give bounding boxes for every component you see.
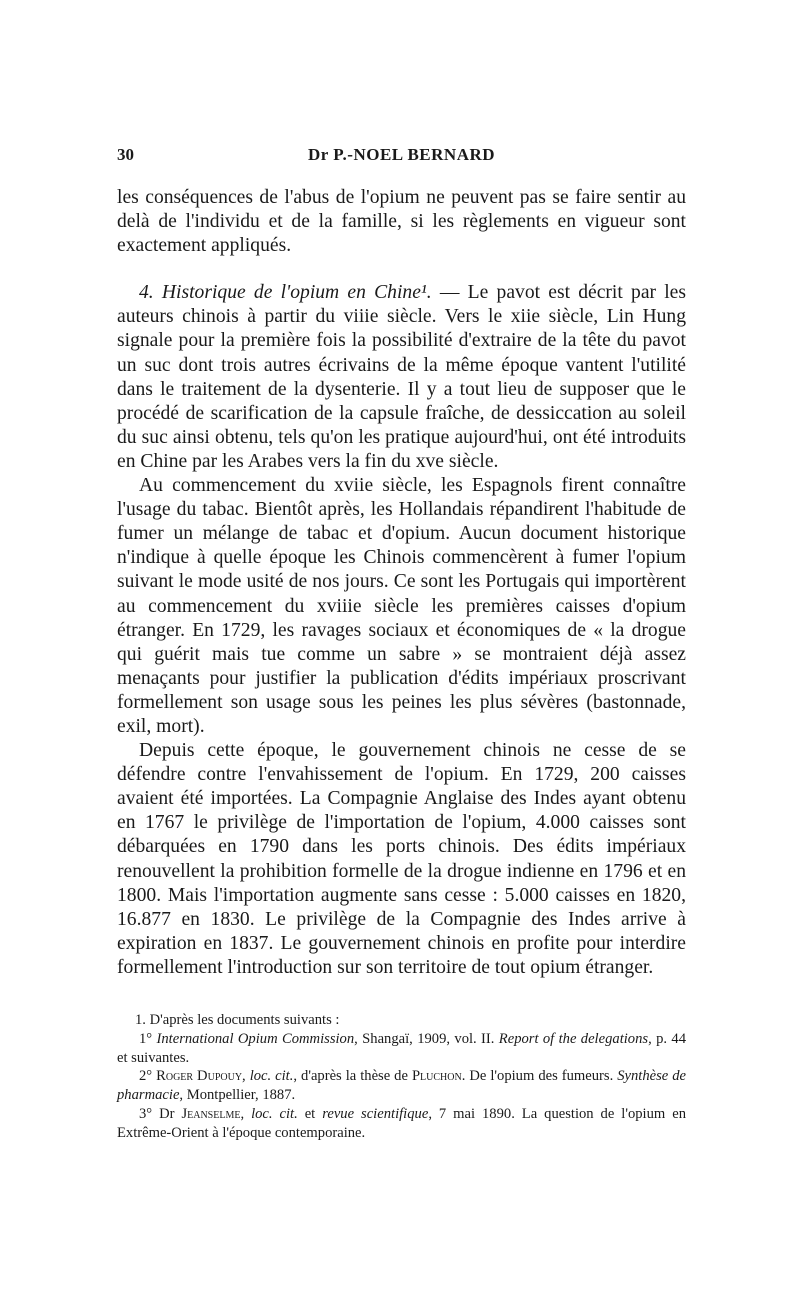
footnote-1-details: , Shangaï, 1909, vol. II. <box>354 1030 499 1047</box>
footnote-3-author: Jeanselme <box>181 1105 241 1122</box>
footnote-1 <box>117 1030 686 1068</box>
footnote-2 <box>117 1067 686 1105</box>
page-number: 30 <box>117 145 134 164</box>
footnote-2-author: Roger Dupouy <box>156 1068 243 1085</box>
footnotes <box>117 1011 686 1143</box>
footnote-3-details: , 7 mai 1890. La question de l'opium en Extrême-Orient à l'époque contemporaine. <box>117 1105 686 1141</box>
footnote-3-loc-cit: loc. cit. <box>251 1105 298 1122</box>
footnote-2-place-year: , Montpellier, 1887. <box>179 1087 296 1104</box>
footnote-2-separator: , <box>242 1068 250 1085</box>
section-heading: 4. Historique de l'opium en Chine¹. <box>139 282 432 304</box>
footnote-2-author-2: Pluchon <box>411 1068 462 1085</box>
footnote-1-number: 1° <box>139 1030 157 1047</box>
paragraph-4: Depuis cette époque, le gouvernement chinois ne cesse de se défendre contre l'envahissement de l'opium. En 1729, 200 caisses avaient été importées. La Compagnie Anglaise des Indes ayant obtenu en 1767 le privilège de l'importation de l'opium, 4.000 caisses sont débarquées en 1790 dans les ports chinois. Des édits impériaux renouvellent la prohibition formelle de la drogue indienne en 1796 et en 1800. Mais l'importation augmente sans cesse : 5.000 caisses en 1820, 16.877 en 1830. Le privilège de la Compagnie des Indes arrive à expiration en 1837. Le gouvernement chinois en profite pour interdire formellement l'introduction sur son territoire de tout opium étranger. <box>117 740 686 978</box>
footnote-1-report: Report of the delegations <box>498 1030 649 1047</box>
page-header <box>117 145 686 169</box>
paragraph-2-text: — Le pavot est décrit par les auteurs chinois à partir du viiie siècle. Vers le xiie siècle, Lin Hung signale pour la première fois la possibilité d'extraire de la tête du pavot un suc dont trois autres écrivains de la même époque vantent l'utilité dans le traitement de la dysenterie. Il y a tout lieu de supposer que le procédé de scarification de la capsule fraîche, de dessiccation au soleil du suc ainsi obtenu, tels qu'on les pratique aujourd'hui, ont été introduits en Chine par les Arabes vers la fin du xve siècle. <box>117 282 686 472</box>
footnote-2-text: , d'après la thèse de <box>293 1068 412 1085</box>
main-text <box>117 186 686 980</box>
footnote-2-title: Synthèse de pharmacie <box>117 1068 687 1104</box>
footnote-3-title: revue scientifique <box>322 1105 429 1122</box>
footnote-3 <box>117 1105 686 1143</box>
paragraph-2 <box>117 281 686 474</box>
footnote-3-number: 3° Dr <box>139 1105 182 1122</box>
running-head: Dr P.-NOEL BERNARD <box>307 145 496 164</box>
book-page <box>117 145 686 1143</box>
footnote-2-text-2: . De l'opium des fumeurs. <box>461 1068 618 1085</box>
footnote-1-title: International Opium Commission <box>156 1030 355 1047</box>
paragraph-1: les conséquences de l'abus de l'opium ne peuvent pas se faire sentir au delà de l'individu et de la famille, si les règlements en vigueur sont exactement appliqués. <box>117 187 686 257</box>
footnote-3-separator: , <box>240 1105 252 1122</box>
footnote-2-loc-cit: loc. cit. <box>249 1068 294 1085</box>
footnote-2-number: 2° <box>139 1068 157 1085</box>
paragraph-spacer <box>117 258 686 281</box>
footnote-1-pages: , p. 44 et suivantes. <box>117 1030 686 1066</box>
footnote-heading: 1. D'après les documents suivants : <box>135 1012 340 1028</box>
paragraph-3: Au commencement du xviie siècle, les Espagnols firent connaître l'usage du tabac. Bientôt après, les Hollandais répandirent l'habitude de fumer un mélange de tabac et d'opium. Aucun document historique n'indique à quelle époque les Chinois commencèrent à fumer l'opium suivant le mode usité de nos jours. Ce sont les Portugais qui importèrent au commencement du xviiie siècle les premières caisses d'opium étranger. En 1729, les ravages sociaux et économiques de « la drogue qui guérit mais tue comme un sabre » se montraient déjà assez menaçants pour justifier la publication d'édits impériaux proscrivant formellement son usage sous les peines les plus sévères (bastonnade, exil, mort). <box>117 475 686 737</box>
footnote-3-text: et <box>297 1105 323 1122</box>
